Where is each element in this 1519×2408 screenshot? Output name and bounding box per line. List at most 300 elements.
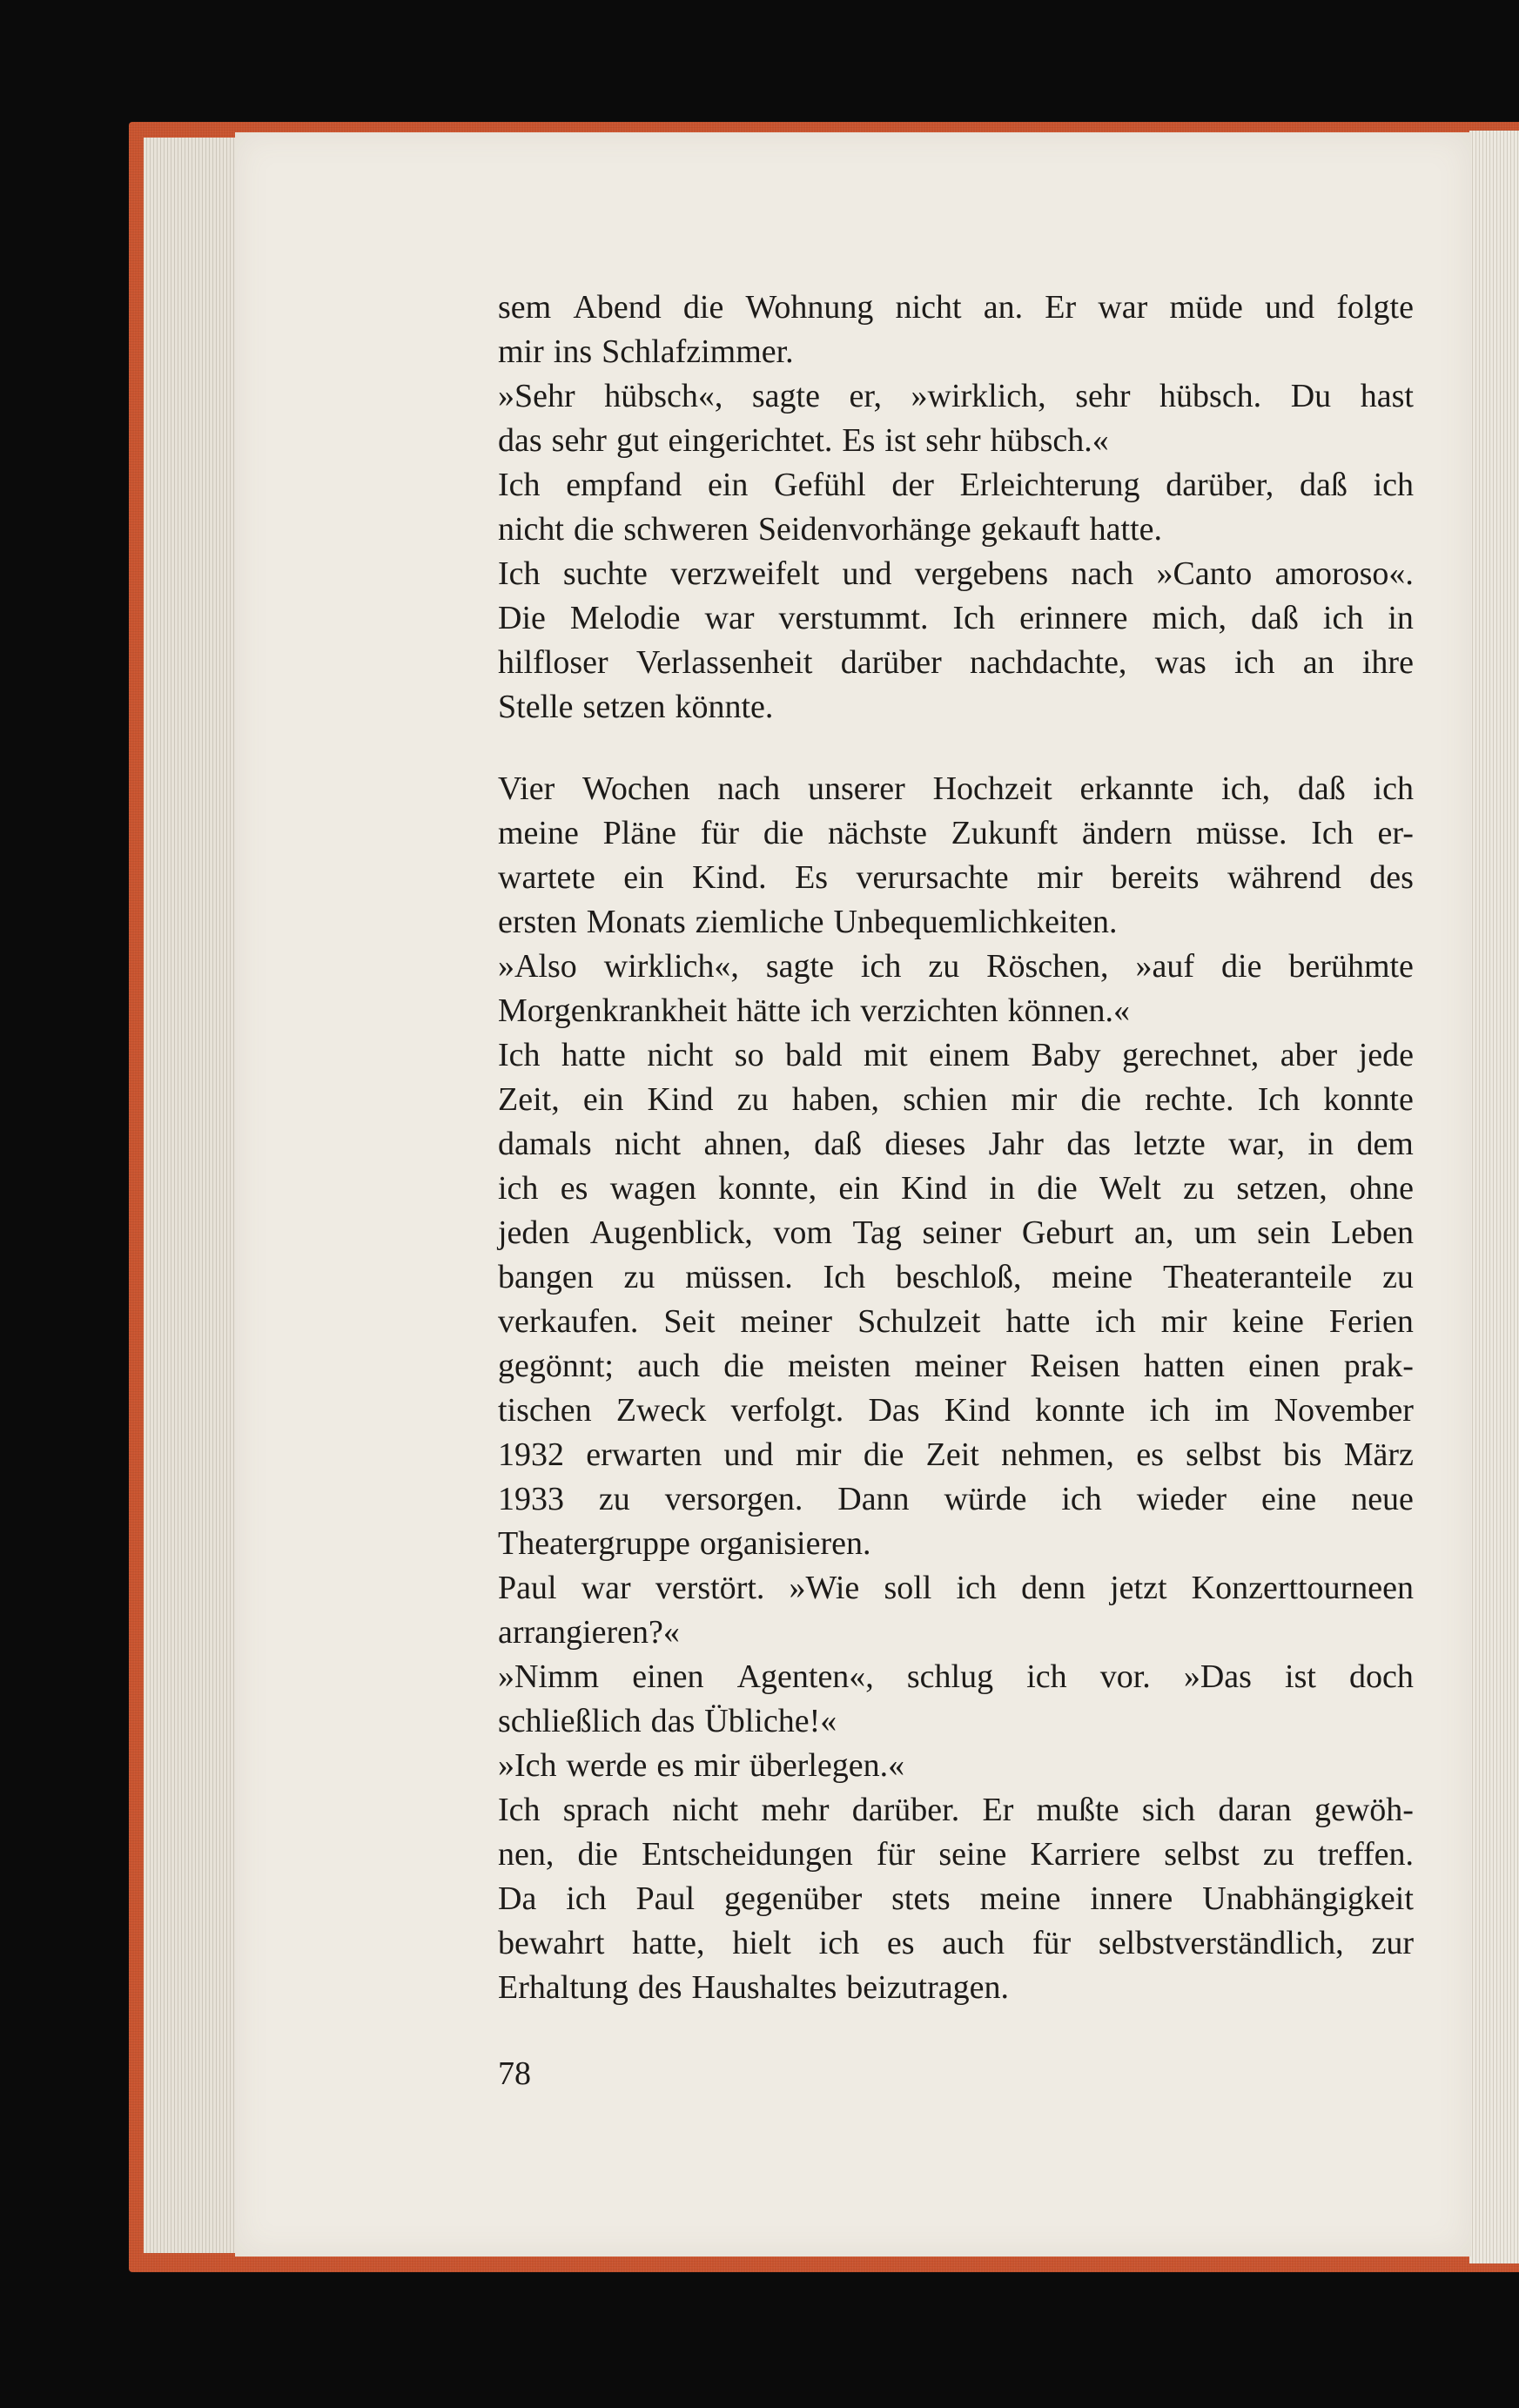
word: vom: [773, 1214, 832, 1251]
word: das: [650, 1703, 696, 1739]
word: empfand: [566, 467, 682, 503]
word: einen: [1248, 1348, 1321, 1384]
word: Kind.: [692, 859, 767, 896]
word: erinnere: [1019, 600, 1128, 636]
text-line: [498, 1389, 1414, 1433]
word: schweren: [623, 511, 749, 548]
word: nach: [717, 770, 781, 807]
word: Melodie: [569, 600, 681, 636]
word: er,: [849, 378, 882, 414]
word: sein: [1257, 1214, 1311, 1251]
word: »auf: [1135, 948, 1195, 985]
word: zu: [1183, 1170, 1215, 1207]
word: verfolgt.: [730, 1392, 844, 1429]
page-edges-left: [144, 138, 246, 2253]
word: schlug: [906, 1658, 994, 1695]
word: ohne: [1349, 1170, 1414, 1207]
word: sprach: [562, 1792, 649, 1828]
word: Augenblick,: [589, 1214, 753, 1251]
word: Es: [795, 859, 829, 896]
text-line: [498, 596, 1414, 641]
word: wartete: [498, 859, 595, 896]
word: die: [577, 1836, 618, 1873]
word: werde: [566, 1747, 648, 1784]
word: nicht: [498, 511, 564, 548]
word: Konzerttourneen: [1191, 1570, 1414, 1606]
word: prak-: [1343, 1348, 1414, 1384]
word: sem: [498, 289, 552, 326]
word: Hochzeit: [932, 770, 1052, 807]
word: ändern: [1081, 815, 1173, 851]
word: mit: [863, 1037, 908, 1073]
word: der: [891, 467, 934, 503]
word: einem: [929, 1037, 1010, 1073]
word: sehr: [925, 422, 981, 459]
word: können.«: [1007, 992, 1131, 1029]
word: Röschen,: [986, 948, 1109, 985]
paragraph: [498, 286, 1414, 730]
text-line: [498, 1788, 1414, 1833]
word: Reisen: [1030, 1348, 1120, 1384]
word: meine: [498, 815, 579, 851]
word: berühmte: [1288, 948, 1414, 985]
word: zu: [623, 1259, 655, 1295]
word: des: [637, 1969, 682, 2006]
word: keine: [1232, 1303, 1304, 1340]
word: dieses: [884, 1126, 966, 1162]
text-line: [498, 945, 1414, 989]
word: seiner: [922, 1214, 1002, 1251]
word: das: [498, 422, 542, 459]
word: mich,: [1152, 600, 1227, 636]
text-line: [498, 286, 1414, 330]
word: selbst: [1164, 1836, 1240, 1873]
word: schien: [903, 1081, 988, 1118]
word: gut: [615, 422, 659, 459]
word: hübsch.: [1159, 378, 1262, 414]
word: Er: [1045, 289, 1077, 326]
word: überlegen.«: [749, 1747, 905, 1784]
word: müsse.: [1195, 815, 1287, 851]
word: Kind: [944, 1392, 1011, 1429]
word: es: [656, 1747, 685, 1784]
word: mehr: [761, 1792, 830, 1828]
word: Dann: [837, 1481, 910, 1517]
word: erkannte: [1079, 770, 1194, 807]
text-line: [498, 508, 1414, 552]
word: daran: [1218, 1792, 1292, 1828]
word: die: [573, 511, 615, 548]
word: Es: [842, 422, 876, 459]
word: des: [1369, 859, 1414, 896]
word: hätte: [736, 992, 801, 1029]
text-line: [498, 811, 1414, 856]
word: es: [886, 1925, 915, 1961]
word: für: [700, 815, 740, 851]
word: vergebens: [914, 555, 1049, 592]
text-line: [498, 989, 1414, 1033]
word: erwarten: [586, 1436, 702, 1473]
word: »Canto: [1156, 555, 1253, 592]
word: die: [1221, 948, 1262, 985]
word: meiner: [914, 1348, 1006, 1384]
word: Ich: [498, 467, 541, 503]
text-line: [498, 1344, 1414, 1389]
word: was: [1154, 644, 1206, 681]
word: setzen: [582, 689, 666, 725]
word: Haushaltes: [691, 1969, 837, 2006]
word: ich: [1095, 1303, 1136, 1340]
word: Ich: [498, 1792, 541, 1828]
word: zu: [928, 948, 960, 985]
word: hatte,: [632, 1925, 705, 1961]
text-line: [498, 1033, 1414, 1078]
word: Zweck: [615, 1392, 707, 1429]
word: Pläne: [602, 815, 677, 851]
word: ich: [1234, 644, 1275, 681]
word: November: [1274, 1392, 1414, 1429]
word: verstummt.: [778, 600, 929, 636]
text-line: [498, 1211, 1414, 1255]
word: konnte: [1323, 1081, 1414, 1118]
word: neue: [1351, 1481, 1414, 1517]
word: Wochen: [582, 770, 690, 807]
body-text: [498, 286, 1414, 2010]
word: wirklich«,: [603, 948, 739, 985]
word: meine: [979, 1880, 1061, 1917]
word: Unabhängigkeit: [1202, 1880, 1414, 1917]
word: nächste: [827, 815, 927, 851]
word: gerechnet,: [1122, 1037, 1260, 1073]
word: eingerichtet.: [668, 422, 833, 459]
word: nach: [1071, 555, 1134, 592]
text-line: [498, 1122, 1414, 1167]
text-line: [498, 552, 1414, 596]
word: ich: [818, 1925, 860, 1961]
word: ziemliche: [695, 904, 824, 940]
word: ist: [884, 422, 917, 459]
word: mir: [1037, 859, 1083, 896]
word: beizutragen.: [846, 1969, 1009, 2006]
word: Erleichterung: [959, 467, 1140, 503]
word: haben,: [791, 1081, 880, 1118]
word: Theatergruppe: [498, 1525, 690, 1562]
text-line: [498, 856, 1414, 900]
word: hatte: [1005, 1303, 1071, 1340]
word: es: [1136, 1436, 1164, 1473]
word: Paul: [498, 1570, 557, 1606]
word: Schlafzimmer.: [602, 333, 794, 370]
word: eine: [1260, 1481, 1317, 1517]
word: ich: [1149, 1392, 1191, 1429]
word: hatten: [1144, 1348, 1225, 1384]
word: hatte.: [1089, 511, 1163, 548]
word: verzweifelt: [670, 555, 820, 592]
word: Unbequemlichkeiten.: [833, 904, 1118, 940]
word: Ich: [952, 600, 996, 636]
word: Seit: [663, 1303, 716, 1340]
word: in: [1388, 600, 1414, 636]
word: Leben: [1331, 1214, 1414, 1251]
word: wieder: [1136, 1481, 1227, 1517]
word: gegenüber: [723, 1880, 863, 1917]
word: und: [1265, 289, 1315, 326]
word: verursachte: [856, 859, 1009, 896]
word: Ich: [498, 555, 541, 592]
word: sehr: [1075, 378, 1131, 414]
word: ich: [860, 948, 902, 985]
word: März: [1343, 1436, 1414, 1473]
word: »wirklich,: [911, 378, 1046, 414]
word: meine: [1052, 1259, 1133, 1295]
word: auch: [637, 1348, 700, 1384]
word: ihre: [1361, 644, 1414, 681]
word: suchte: [562, 555, 648, 592]
word: aber: [1280, 1037, 1338, 1073]
word: war: [1098, 289, 1148, 326]
word: Zukunft: [951, 815, 1059, 851]
word: selbstverständlich,: [1098, 1925, 1344, 1961]
text-line: [498, 1167, 1414, 1211]
word: konnte: [1034, 1392, 1126, 1429]
word: dem: [1356, 1126, 1414, 1162]
word: Abend: [573, 289, 662, 326]
word: darüber: [840, 644, 942, 681]
word: Da: [498, 1880, 537, 1917]
word: mir: [498, 333, 544, 370]
word: es: [560, 1170, 588, 1207]
text-line: [498, 374, 1414, 419]
word: in: [1307, 1126, 1334, 1162]
text-line: [498, 641, 1414, 685]
word: Ferien: [1328, 1303, 1414, 1340]
word: mir: [1011, 1081, 1058, 1118]
page-number: 78: [498, 2055, 531, 2092]
word: ich: [1026, 1658, 1067, 1695]
word: ahnen,: [703, 1126, 791, 1162]
word: damals: [498, 1126, 592, 1162]
word: Geburt: [1021, 1214, 1114, 1251]
word: letzte: [1133, 1126, 1206, 1162]
word: Kind: [901, 1170, 968, 1207]
text-line: [498, 1566, 1414, 1611]
word: ist: [1285, 1658, 1316, 1695]
word: an,: [1134, 1214, 1174, 1251]
word: rechte.: [1145, 1081, 1234, 1118]
word: die: [682, 289, 724, 326]
word: hast: [1360, 378, 1414, 414]
word: setzen,: [1236, 1170, 1327, 1207]
word: 1933: [498, 1481, 564, 1517]
word: ich: [810, 992, 851, 1029]
word: Gefühl: [774, 467, 866, 503]
word: ich: [498, 1170, 539, 1207]
word: Wohnung: [745, 289, 874, 326]
word: verzichten: [860, 992, 998, 1029]
word: an: [1302, 644, 1334, 681]
word: konnte,: [718, 1170, 817, 1207]
word: könnte.: [675, 689, 774, 725]
word: »Also: [498, 948, 577, 985]
text-line: [498, 1433, 1414, 1477]
word: ein: [838, 1170, 879, 1207]
word: gekauft: [980, 511, 1080, 548]
word: nicht: [672, 1792, 739, 1828]
word: die: [1037, 1170, 1078, 1207]
word: so: [734, 1037, 764, 1073]
word: mir: [1160, 1303, 1207, 1340]
text-line: [498, 1300, 1414, 1344]
word: Morgenkrankheit: [498, 992, 728, 1029]
word: jetzt: [1110, 1570, 1167, 1606]
word: tischen: [498, 1392, 592, 1429]
word: jede: [1358, 1037, 1414, 1073]
word: daß: [1251, 600, 1299, 636]
word: Jahr: [988, 1126, 1044, 1162]
word: ich: [956, 1570, 997, 1606]
word: nicht: [895, 289, 962, 326]
word: zu: [598, 1481, 630, 1517]
word: müssen.: [685, 1259, 793, 1295]
word: amoroso«.: [1274, 555, 1414, 592]
word: er-: [1377, 815, 1414, 851]
word: an.: [983, 289, 1024, 326]
word: ich: [1061, 1481, 1102, 1517]
word: jeden: [498, 1214, 570, 1251]
text-line: [498, 1611, 1414, 1655]
word: Vier: [498, 770, 555, 807]
word: Er: [982, 1792, 1014, 1828]
word: während: [1227, 859, 1341, 896]
word: Übliche!«: [704, 1703, 837, 1739]
word: »Ich: [498, 1747, 557, 1784]
word: hatte: [561, 1037, 626, 1073]
word: war,: [1228, 1126, 1286, 1162]
word: sehr: [551, 422, 607, 459]
word: würde: [944, 1481, 1027, 1517]
word: ich,: [1221, 770, 1271, 807]
word: zu: [736, 1081, 769, 1118]
word: mir: [795, 1436, 842, 1473]
word: Ich: [823, 1259, 866, 1295]
word: Monats: [586, 904, 686, 940]
word: im: [1214, 1392, 1250, 1429]
word: bangen: [498, 1259, 594, 1295]
word: Zeit,: [498, 1081, 560, 1118]
word: verstört.: [655, 1570, 765, 1606]
word: und: [723, 1436, 774, 1473]
text-line: [498, 419, 1414, 463]
word: daß: [1297, 770, 1346, 807]
word: »Nimm: [498, 1658, 600, 1695]
word: auch: [942, 1925, 1005, 1961]
word: stets: [891, 1880, 951, 1917]
word: daß: [814, 1126, 862, 1162]
word: vor.: [1099, 1658, 1151, 1695]
text-line: [498, 1921, 1414, 1966]
word: innere: [1090, 1880, 1173, 1917]
word: ich: [1373, 467, 1414, 503]
word: Entscheidungen: [642, 1836, 853, 1873]
word: darüber,: [1166, 467, 1274, 503]
word: hilfloser: [498, 644, 608, 681]
word: daß: [1299, 467, 1348, 503]
word: Ich: [1311, 815, 1354, 851]
word: folgte: [1336, 289, 1414, 326]
paragraph-gap: [498, 730, 1414, 767]
word: denn: [1021, 1570, 1085, 1606]
word: die: [723, 1348, 764, 1384]
word: ersten: [498, 904, 577, 940]
word: darüber.: [851, 1792, 960, 1828]
text-line: [498, 1833, 1414, 1877]
word: Karriere: [1030, 1836, 1141, 1873]
word: Die: [498, 600, 546, 636]
word: doch: [1349, 1658, 1414, 1695]
word: Baby: [1031, 1037, 1101, 1073]
word: hübsch.«: [990, 422, 1109, 459]
word: Theateranteile: [1162, 1259, 1353, 1295]
paragraph: [498, 767, 1414, 2010]
word: nicht: [615, 1126, 682, 1162]
word: zur: [1371, 1925, 1414, 1961]
text-line: [498, 1699, 1414, 1744]
word: um: [1194, 1214, 1237, 1251]
word: bewahrt: [498, 1925, 605, 1961]
text-line: [498, 1255, 1414, 1300]
text-line: [498, 685, 1414, 730]
word: Seidenvorhänge: [757, 511, 971, 548]
word: war: [581, 1570, 631, 1606]
word: bereits: [1111, 859, 1200, 896]
word: ein: [582, 1081, 624, 1118]
word: ins: [553, 333, 593, 370]
word: beschloß,: [895, 1259, 1022, 1295]
word: seine: [938, 1836, 1007, 1873]
word: meiner: [740, 1303, 833, 1340]
word: Zeit: [925, 1436, 979, 1473]
word: die: [1080, 1081, 1121, 1118]
word: hübsch«,: [604, 378, 723, 414]
word: zu: [1382, 1259, 1414, 1295]
word: nehmen,: [1001, 1436, 1114, 1473]
word: Tag: [852, 1214, 902, 1251]
word: zu: [1262, 1836, 1294, 1873]
word: mir: [694, 1747, 740, 1784]
text-line: [498, 1078, 1414, 1122]
word: die: [863, 1436, 904, 1473]
word: ich: [1373, 770, 1414, 807]
word: soll: [884, 1570, 932, 1606]
word: Das: [868, 1392, 920, 1429]
word: sagte: [751, 378, 820, 414]
word: selbst: [1186, 1436, 1261, 1473]
word: Welt: [1099, 1170, 1161, 1207]
word: unserer: [807, 770, 905, 807]
word: Du: [1290, 378, 1332, 414]
word: gegönnt;: [498, 1348, 614, 1384]
word: schließlich: [498, 1703, 642, 1739]
word: organisieren.: [699, 1525, 871, 1562]
word: versorgen.: [664, 1481, 803, 1517]
word: Paul: [635, 1880, 696, 1917]
word: mußte: [1036, 1792, 1119, 1828]
text-line: [498, 900, 1414, 945]
word: einen: [632, 1658, 704, 1695]
word: in: [989, 1170, 1015, 1207]
word: »Wie: [789, 1570, 860, 1606]
word: und: [842, 555, 892, 592]
